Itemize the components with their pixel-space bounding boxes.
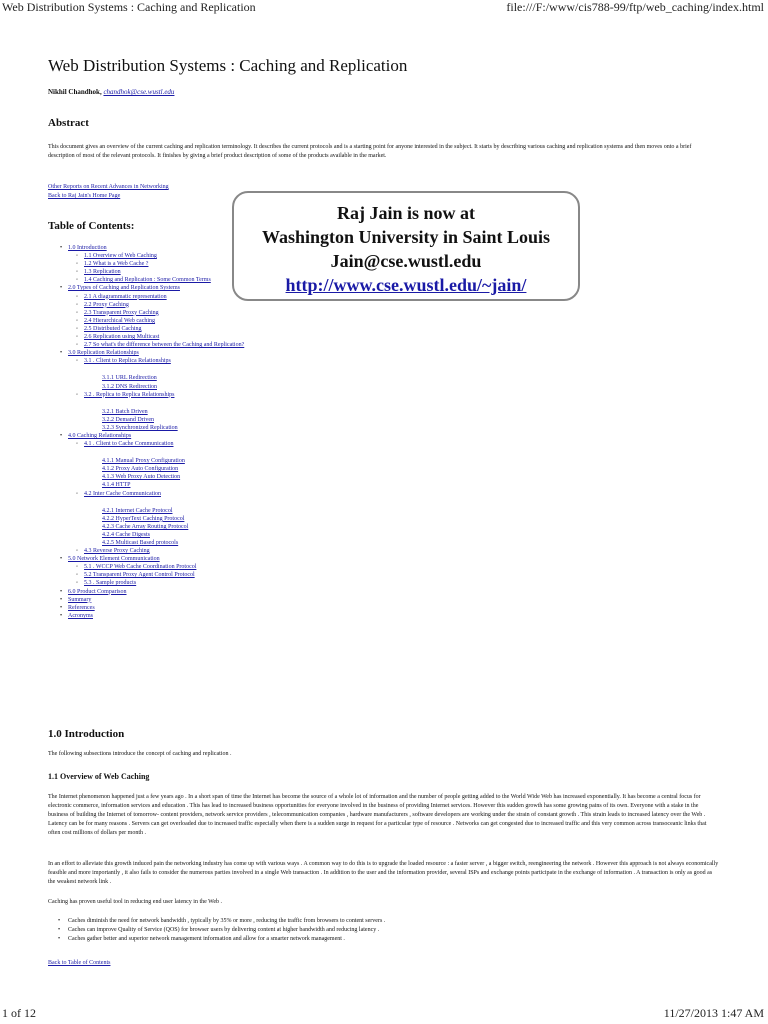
author-line [48, 88, 174, 96]
toc-item [60, 391, 244, 399]
abstract-text: This document gives an overview of the current caching and replication terminology. It describes the current protocols and is a starting point for anyone interested in the subject. It starts by describing various caching and replication systems and then moves onto a brief description of most of the relevant protocols. It finishes by giving a brief product description of some of the products available in the market. [48, 144, 692, 159]
toc-item [60, 374, 244, 382]
toc-link[interactable]: 4.1.1 Manual Proxy Configuration [102, 458, 185, 465]
toc-spacer [60, 365, 244, 374]
toc-link[interactable]: 1.0 Introduction [68, 245, 107, 251]
toc-item [60, 531, 244, 539]
toc-item [60, 432, 244, 440]
toc-item [60, 260, 244, 268]
list-item: • Caches gather better and superior network management information and allow for a smarter network management . [58, 935, 385, 944]
toc-link[interactable]: 5.0 Network Element Communication [68, 556, 160, 563]
toc-link[interactable]: 4.2.4 Cache Digests [102, 531, 150, 538]
toc-item [60, 357, 244, 365]
caching-benefits-list [58, 917, 385, 944]
toc-item [60, 490, 244, 498]
toc-item [60, 325, 244, 333]
toc-link[interactable]: 1.2 What is a Web Cache ? [84, 261, 149, 268]
toc-item [60, 457, 244, 465]
toc-link[interactable]: References [68, 604, 95, 611]
toc-link[interactable]: 3.2 . Replica to Replica Relationships [84, 391, 175, 398]
list-item: • Caches diminish the need for network bandwidth , typically by 35% or more , reducing the traffic from browsers to content servers . [58, 917, 385, 926]
notice-email: Jain@cse.wustl.edu [330, 251, 482, 271]
toc-link[interactable]: 2.3 Transparent Proxy Caching [84, 309, 159, 316]
toc-link[interactable]: Summary [68, 596, 92, 603]
toc-link[interactable]: 3.2.1 Batch Driven [102, 408, 148, 415]
header-title: Web Distribution Systems : Caching and Replication [2, 0, 256, 14]
toc-item [60, 539, 244, 547]
toc-item [60, 349, 244, 357]
toc-link[interactable]: 2.7 So what's the difference between the Caching and Replication? [84, 342, 245, 349]
toc-item [60, 301, 244, 309]
toc-link[interactable]: 4.3 Reverse Proxy Caching [84, 548, 150, 555]
print-footer [0, 1006, 768, 1022]
toc-link[interactable]: 4.2.2 HyperText Caching Protocol [102, 515, 185, 522]
toc-item [60, 571, 244, 579]
toc-item [60, 284, 244, 292]
toc-item [60, 293, 244, 301]
toc-link[interactable]: 6.0 Product Comparison [68, 588, 127, 595]
toc-item [60, 309, 244, 317]
page-title: Web Distribution Systems : Caching and Replication [48, 56, 408, 75]
toc-link[interactable]: 4.2.3 Cache Array Routing Protocol [102, 523, 189, 530]
toc-item [60, 268, 244, 276]
toc-link[interactable]: 1.1 Overview of Web Caching [84, 253, 157, 260]
intro-paragraph-2: In an effort to alleviate this growth induced pain the networking industry has come up with various ways . A common way to do this is to upgrade the loaded resource : a faster server , a bigger switch, reengineering the network . However this approach is not always economically feasible and more importantly , it also fails to consider the numerous parties involved in a single Web transaction . In addition to the user and the information provider, several ISPs and exchange points participate in the exchange of information . A transaction is only as good as the weakest network link . [48, 861, 719, 885]
top-links [48, 183, 169, 201]
toc-link[interactable]: 2.4 Hierarchical Web caching [84, 317, 156, 324]
toc-item [60, 523, 244, 531]
notice-line-2: Washington University in Saint Louis [261, 227, 551, 247]
toc-item [60, 333, 244, 341]
toc-link[interactable]: 4.1 . Client to Cache Communication [84, 441, 174, 448]
other-reports-link[interactable]: Other Reports on Recent Advances in Networking [48, 184, 169, 190]
toc-item [60, 424, 244, 432]
toc-item [60, 588, 244, 596]
raj-jain-notice-box [232, 191, 580, 301]
toc-spacer [60, 399, 244, 408]
toc-link[interactable]: 1.3 Replication [84, 269, 121, 276]
toc-heading: Table of Contents: [48, 220, 135, 232]
toc-link[interactable]: 2.5 Distributed Caching [84, 325, 142, 332]
toc-link[interactable]: 4.1.4 HTTP [102, 482, 131, 489]
toc-link[interactable]: 4.0 Caching Relationships [68, 432, 132, 439]
header-url: file:///F:/www/cis788-99/ftp/web_caching/index.html [506, 0, 764, 14]
toc-item [60, 244, 244, 252]
toc-item [60, 473, 244, 481]
overview-heading: 1.1 Overview of Web Caching [48, 772, 150, 781]
toc-item [60, 563, 244, 571]
toc-item [60, 440, 244, 448]
toc-item [60, 555, 244, 563]
toc-spacer [60, 448, 244, 457]
toc-item [60, 596, 244, 604]
toc-spacer [60, 498, 244, 507]
toc-link[interactable]: 3.1.1 URL Redirection [102, 375, 157, 382]
toc-link[interactable]: 4.2.5 Multicast Based protocols [102, 540, 179, 546]
intro-paragraph-3: Caching has proven useful tool in reducing end user latency in the Web . [48, 899, 223, 905]
toc-link[interactable]: 1.4 Caching and Replication : Some Common Terms [84, 277, 211, 284]
toc-item [60, 416, 244, 424]
intro-paragraph-1: The Internet phenomenon happened just a few years ago . In a short span of time the Internet has become the source of a whole lot of information and the number of people getting added to the World Wide Web has increased exponentially. It has become a central focus for electronic commerce, information services and education . This has lead to increased business opportunities for everyone involved in the business of providing Internet services. However this sudden growth has some growing pains of its own. Everyone with a stake in the business of building the Internet of tomorrow- content providers, network service providers , telecommunication companies , hardware manufacturers , software developers are working under the strain of constant growth . This strain leads to increased latency over the Web . Latency can be for many reasons . Servers can get overloaded due to increased traffic especially when there is a sudden surge in request for a particular type of resource . Networks can get congested due to increased traffic and this very common across transoceanic links that often cost millions of dollars per month . [48, 794, 707, 836]
toc-link[interactable]: 5.2 Transparent Proxy Agent Control Protocol [84, 572, 195, 579]
toc-link[interactable]: 2.1 A diagrammatic representation [84, 293, 167, 300]
abstract-heading: Abstract [48, 117, 89, 129]
page-count: 1 of 12 [2, 1006, 36, 1020]
toc-item [60, 604, 244, 612]
toc-item [60, 383, 244, 391]
toc-link[interactable]: 4.1.2 Proxy Auto Configuration [102, 466, 179, 473]
toc-item [60, 408, 244, 416]
notice-line-1: Raj Jain is now at [336, 203, 475, 223]
toc-link[interactable]: Acronyms [68, 612, 93, 619]
toc-link[interactable]: 2.6 Replication using Multicast [84, 334, 160, 341]
toc-link[interactable]: 3.2.3 Synchronized Replication [102, 424, 178, 431]
intro-heading: 1.0 Introduction [48, 728, 125, 740]
toc-link[interactable]: 3.1.2 DNS Redirection [102, 383, 157, 390]
toc-link[interactable]: 3.1 . Client to Replica Relationships [84, 358, 171, 365]
print-header [0, 0, 768, 16]
table-of-contents [60, 244, 244, 620]
toc-item [60, 317, 244, 325]
author-email-link[interactable]: chandhok@cse.wustl.edu [103, 88, 175, 96]
toc-link[interactable]: 2.0 Types of Caching and Replication Systems [68, 285, 180, 292]
toc-item [60, 507, 244, 515]
intro-lead: The following subsections introduce the concept of caching and replication . [48, 751, 232, 757]
toc-item [60, 465, 244, 473]
print-timestamp: 11/27/2013 1:47 AM [663, 1006, 764, 1020]
toc-link[interactable]: 4.2.1 Internet Cache Protocol [102, 507, 173, 514]
home-page-link[interactable]: Back to Raj Jain's Home Page [48, 193, 121, 199]
toc-link[interactable]: 5.1 . WCCP Web Cache Coordination Protocol [84, 564, 197, 571]
toc-link[interactable]: 5.3 . Sample products [84, 580, 137, 587]
toc-item [60, 515, 244, 523]
back-to-toc-link[interactable]: Back to Table of Contents [48, 960, 111, 966]
toc-item [60, 481, 244, 489]
toc-item [60, 579, 244, 587]
author-name: Nikhil Chandhok, [48, 88, 102, 96]
toc-item [60, 547, 244, 555]
toc-item [60, 252, 244, 260]
toc-link[interactable]: 4.1.3 Web Proxy Auto Detection [102, 474, 181, 481]
notice-url-link[interactable]: http://www.cse.wustl.edu/~jain/ [285, 275, 527, 295]
toc-link[interactable]: 3.2.2 Demand Driven [102, 416, 154, 423]
list-item: • Caches can improve Quality of Service (QOS) for browser users by delivering content at higher bandwidth and reducing latency . [58, 926, 385, 935]
toc-link[interactable]: 4.2 Inter Cache Communication [84, 490, 161, 497]
toc-link[interactable]: 3.0 Replication Relationships [68, 350, 139, 357]
toc-item [60, 612, 244, 620]
toc-item [60, 341, 244, 349]
toc-item [60, 276, 244, 284]
toc-link[interactable]: 2.2 Proxy Caching [84, 301, 129, 308]
